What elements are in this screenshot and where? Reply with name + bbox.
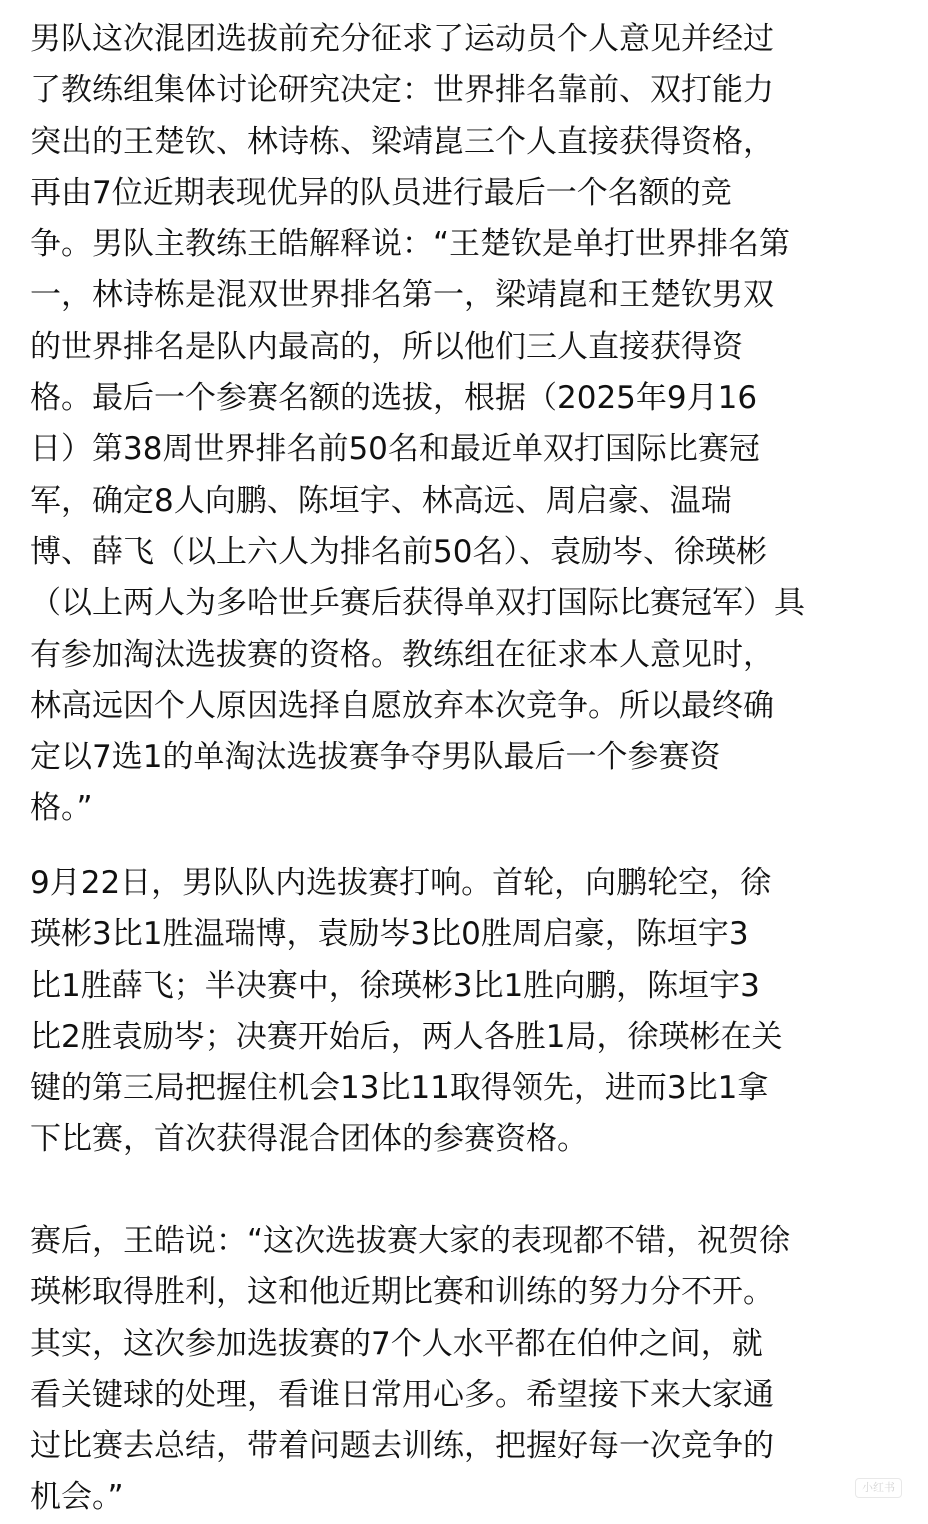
text-line: 男队这次混团选拔前充分征求了运动员个人意见并经过 [30,21,774,57]
text-line: 争。男队主教练王皓解释说：“王楚钦是单打世界排名第 [30,226,791,263]
text-line: 赛后，王皓说：“这次选拔赛大家的表现都不错，祝贺徐 [30,1223,791,1259]
text-line: 机会。” [30,1479,124,1516]
text-line: 的世界排名是队内最高的，所以他们三人直接获得资 [30,328,743,365]
text-line: 下比赛，首次获得混合团体的参赛资格。 [30,1121,588,1158]
text-line: 林高远因个人原因选择自愿放弃本次竞争。所以最终确 [30,687,774,724]
text-line: 格。” [30,790,93,827]
text-line: 定以7选1的单淘汰选拔赛争夺男队最后一个参赛资 [30,739,721,776]
text-line: 日）第38周世界排名前50名和最近单双打国际比赛冠 [30,431,760,468]
text-line: 比2胜袁励岑；决赛开始后，两人各胜1局，徐瑛彬在关 [30,1018,783,1055]
paragraph-coach-quote [30,1216,910,1524]
text-line: 一，林诗栋是混双世界排名第一，梁靖崑和王楚钦男双 [30,277,774,314]
text-line: （以上两人为多哈世乒赛后获得单双打国际比赛冠军）具 [30,585,805,622]
text-line: 9月22日，男队队内选拔赛打响。首轮，向鹏轮空，徐 [30,865,772,901]
text-line: 了教练组集体讨论研究决定：世界排名靠前、双打能力 [30,72,774,109]
text-line: 瑛彬3比1胜温瑞博，袁励岑3比0胜周启豪，陈垣宇3 [30,916,749,953]
text-line: 军，确定8人向鹏、陈垣宇、林高远、周启豪、温瑞 [30,482,732,519]
text-line: 瑛彬取得胜利，这和他近期比赛和训练的努力分不开。 [30,1274,774,1311]
text-line: 过比赛去总结，带着问题去训练，把握好每一次竞争的 [30,1428,774,1465]
text-line: 看关键球的处理，看谁日常用心多。希望接下来大家通 [30,1376,774,1413]
paragraph-match-results [30,858,910,1166]
text-line: 格。最后一个参赛名额的选拔，根据（2025年9月16 [30,380,758,417]
text-line: 其实，这次参加选拔赛的7个人水平都在伯仲之间，就 [30,1325,763,1362]
text-line: 突出的王楚钦、林诗栋、梁靖崑三个人直接获得资格， [30,123,774,160]
text-line: 有参加淘汰选拔赛的资格。教练组在征求本人意见时， [30,636,774,673]
text-line: 比1胜薛飞；半决赛中，徐瑛彬3比1胜向鹏，陈垣宇3 [30,967,760,1004]
watermark-logo: 小红书 [855,1478,902,1498]
text-line: 再由7位近期表现优异的队员进行最后一个名额的竞 [30,174,732,211]
text-line: 博、薛飞（以上六人为排名前50名）、袁励岑、徐瑛彬 [30,533,767,570]
paragraph-selection-process [30,14,910,835]
text-line: 键的第三局把握住机会13比11取得领先，进而3比1拿 [30,1070,769,1107]
